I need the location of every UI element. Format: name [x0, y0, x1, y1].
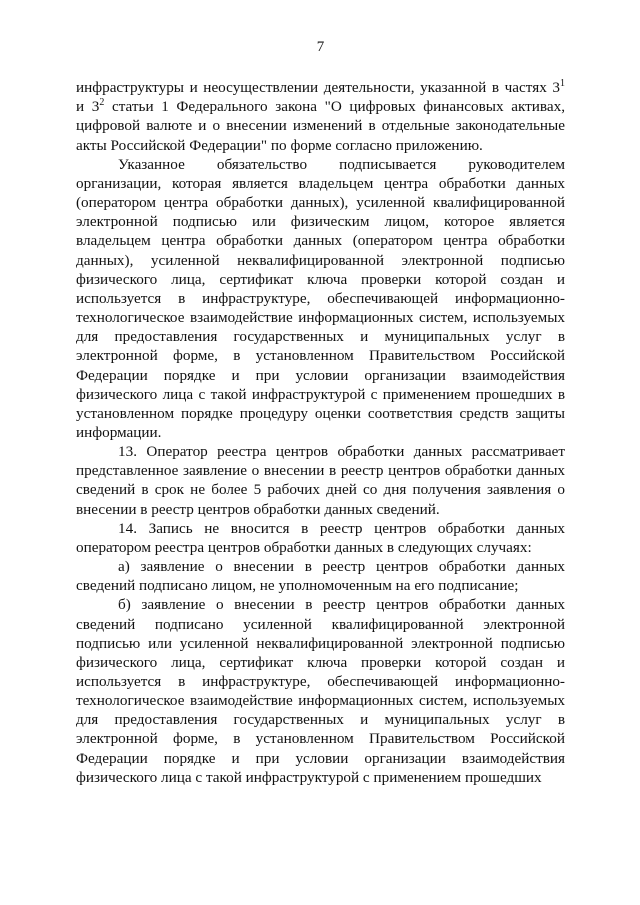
- paragraph-14-b: б) заявление о внесении в реестр центров обработки данных сведений подписано усиленной квалифицированной электронной подписью или усиленной неквалифицированной электронной подписью физического лица, сертификат ключа проверки которой создан и используется в инфраструктуре, обеспечивающей информационно-технологическое взаимодействие информационных систем, используемых для предоставления государственных и муниципальных услуг в электронной форме, в установленном Правительством Российской Федерации порядке и при условии организации взаимодействия физического лица с такой инфраструктурой с применением прошедших: [76, 596, 565, 786]
- paragraph-13: 13. Оператор реестра центров обработки данных рассматривает представленное заявление о внесении в реестр центров обработки данных сведений в срок не более 5 рабочих дней со дня получения заявления о внесении в реестр центров обработки данных сведений.: [76, 443, 565, 518]
- paragraph-continuation: [76, 78, 565, 155]
- superscript-2: 2: [99, 97, 105, 109]
- superscript-1: 1: [560, 78, 565, 90]
- p0-line2-end: статьи 1 Федерального закона "О цифровых финансовых активах,: [104, 98, 565, 116]
- p0-line4: акты Российской Федерации" по форме согласно приложению.: [76, 136, 483, 154]
- p0-line2-start: и 3: [76, 98, 100, 116]
- document-page: [76, 38, 565, 787]
- p0-line3: цифровой валюте и о внесении изменений в отдельные законодательные: [76, 117, 565, 135]
- paragraph-14: 14. Запись не вносится в реестр центров обработки данных оператором реестра центров обработки данных в следующих случаях:: [76, 519, 565, 556]
- p0-line1: инфраструктуры и неосуществлении деятельности, указанной в частях 3: [76, 79, 560, 97]
- page-number: 7: [316, 39, 325, 55]
- paragraph-14-a: а) заявление о внесении в реестр центров обработки данных сведений подписано лицом, не уполномоченным на его подписание;: [76, 558, 565, 595]
- paragraph-obligation-signing: Указанное обязательство подписывается руководителем организации, которая является владельцем центра обработки данных (оператором центра обработки данных), усиленной квалифицированной электронной подписью или физическим лицом, которое является владельцем центра обработки данных (оператором центра обработки данных), усиленной неквалифицированной электронной подписью физического лица, сертификат ключа проверки которой создан и используется в инфраструктуре, обеспечивающей информационно-технологическое взаимодействие информационных систем, используемых для предоставления государственных и муниципальных услуг в электронной форме, в установленном Правительством Российской Федерации порядке и при условии организации взаимодействия физического лица с такой инфраструктурой с применением прошедших в установленном порядке процедуру оценки соответствия средств защиты информации.: [76, 155, 565, 441]
